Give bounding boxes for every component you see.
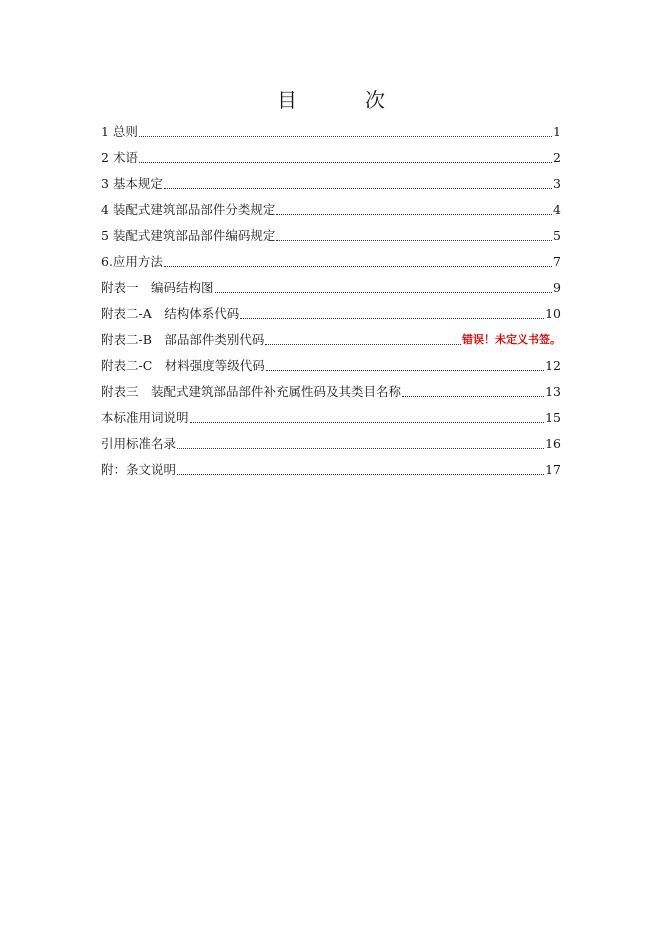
toc-page-number: 16: [545, 436, 561, 451]
toc-title: 目 次: [277, 88, 409, 112]
toc-entry-appendix-2b[interactable]: [101, 324, 561, 350]
toc-page-number: 15: [545, 410, 561, 425]
toc-entry-label: 本标准用词说明: [101, 410, 189, 425]
toc-entry-label: 3 基本规定: [101, 176, 163, 191]
toc-entry-appendix-3[interactable]: [101, 376, 561, 402]
dot-leader: [276, 213, 552, 215]
toc-entry-label: 附：条文说明: [101, 462, 177, 477]
dot-leader: [139, 135, 552, 137]
dot-leader: [402, 395, 544, 397]
toc-page-number: 17: [545, 462, 561, 477]
toc-entry-terms[interactable]: [101, 142, 561, 168]
dot-leader: [164, 187, 552, 189]
dot-leader: [177, 473, 544, 475]
toc-page-number: 5: [553, 228, 561, 243]
toc-page-number: 3: [553, 176, 561, 191]
toc-bookmark-error: 错误！未定义书签。: [462, 333, 561, 346]
toc-page-number: 12: [545, 358, 561, 373]
dot-leader: [139, 161, 552, 163]
toc-page-number: 4: [553, 202, 561, 217]
toc-entry-general[interactable]: [101, 116, 561, 142]
dot-leader: [190, 421, 545, 423]
toc-entry-label: 附表二-A 结构体系代码: [101, 306, 240, 321]
toc-entry-label: 附表二-B 部品部件类别代码: [101, 332, 265, 347]
toc-entry-label: 4 装配式建筑部品部件分类规定: [101, 202, 276, 217]
toc-entry-label: 附表三 装配式建筑部品部件补充属性码及其类目名称: [101, 384, 402, 399]
dot-leader: [177, 447, 544, 449]
toc-page-number: 2: [553, 150, 561, 165]
toc-page-number: 7: [553, 254, 561, 269]
toc-entry-label: 引用标准名录: [101, 436, 177, 451]
toc-entry-wording[interactable]: [101, 402, 561, 428]
toc-page-number: 10: [545, 306, 561, 321]
toc-entry-appendix-2c[interactable]: [101, 350, 561, 376]
dot-leader: [215, 291, 553, 293]
toc-entry-classification[interactable]: [101, 194, 561, 220]
toc-entry-appendix-1[interactable]: [101, 272, 561, 298]
toc-entry-label: 附表一 编码结构图: [101, 280, 214, 295]
toc-entry-label: 5 装配式建筑部品部件编码规定: [101, 228, 276, 243]
toc-page-number: 9: [553, 280, 561, 295]
toc-entry-label: 附表二-C 材料强度等级代码: [101, 358, 265, 373]
dot-leader: [164, 265, 552, 267]
toc-entry-label: 2 术语: [101, 150, 138, 165]
toc-page-number: 13: [545, 384, 561, 399]
table-of-contents: [101, 116, 561, 480]
dot-leader: [266, 369, 544, 371]
toc-entry-application[interactable]: [101, 246, 561, 272]
toc-entry-explanation[interactable]: [101, 454, 561, 480]
toc-entry-coding[interactable]: [101, 220, 561, 246]
toc-entry-appendix-2a[interactable]: [101, 298, 561, 324]
toc-page-number: 1: [553, 124, 561, 139]
dot-leader: [265, 343, 461, 345]
toc-entry-references[interactable]: [101, 428, 561, 454]
dot-leader: [240, 317, 544, 319]
dot-leader: [276, 239, 552, 241]
toc-entry-label: 1 总则: [101, 124, 138, 139]
toc-entry-label: 6.应用方法: [101, 254, 163, 269]
toc-entry-basic-rules[interactable]: [101, 168, 561, 194]
